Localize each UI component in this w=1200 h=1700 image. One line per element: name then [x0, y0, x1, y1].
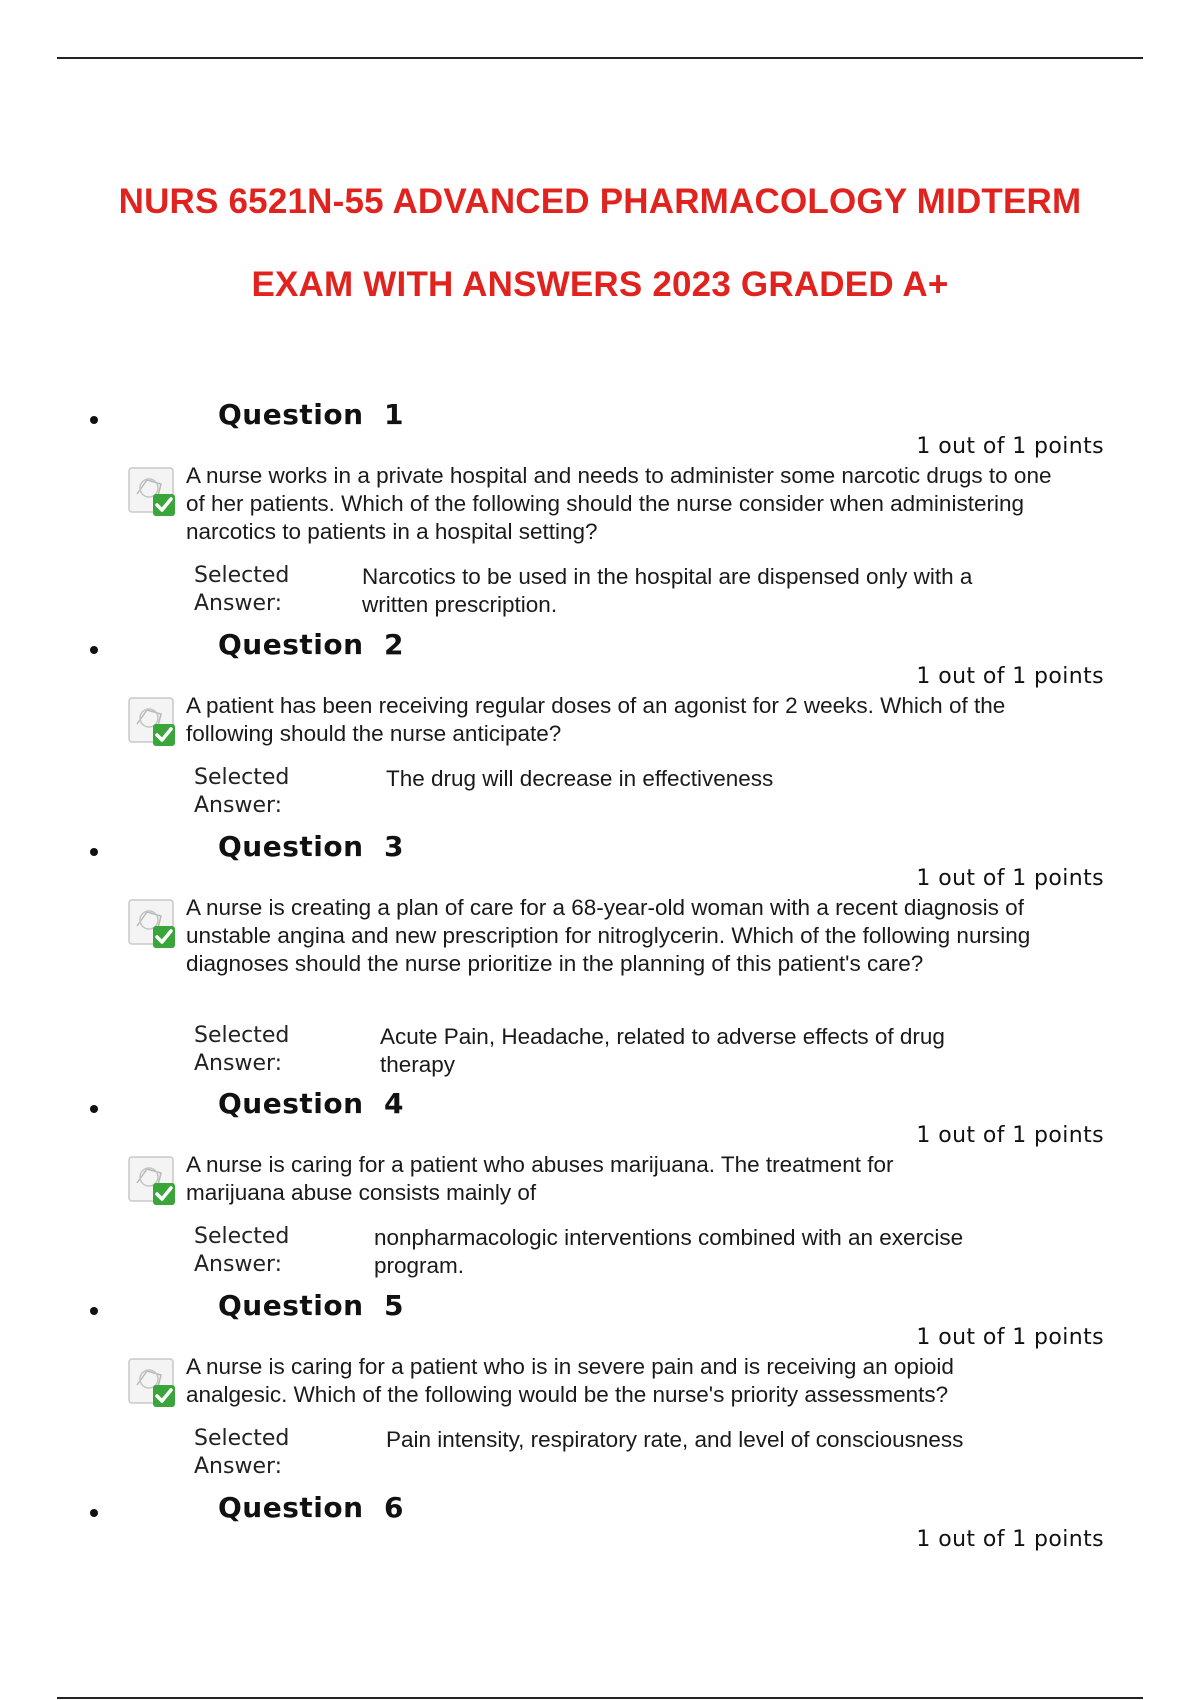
question-title: Question 2: [218, 628, 405, 661]
question-text: A patient has been receiving regular doses of an agonist for 2 weeks. Which of the following should the nurse anticipate?: [186, 693, 1006, 746]
question-title: Question 3: [218, 830, 405, 863]
question-points: 1 out of 1 points: [916, 1527, 1104, 1552]
document-title-line-2: EXAM WITH ANSWERS 2023 GRADED A+: [251, 265, 949, 304]
correct-check-icon: [127, 466, 179, 518]
question-points: 1 out of 1 points: [916, 434, 1104, 459]
question-text: A nurse is creating a plan of care for a 68-year-old woman with a recent diagnosis of unstable angina and new prescription for nitroglycerin. Which of the following nursing diagnoses should the nurse prioritize in the planning of this patient's care?: [186, 895, 1031, 976]
correct-check-icon: [127, 898, 179, 950]
question-title: Question 6: [218, 1491, 405, 1524]
correct-check-icon: [127, 1357, 179, 1409]
question-title: Question 4: [218, 1087, 405, 1120]
selected-answer: nonpharmacologic interventions combined with an exercise program.: [374, 1225, 964, 1278]
question-points: 1 out of 1 points: [916, 664, 1104, 689]
correct-check-icon: [127, 696, 179, 748]
question-points: 1 out of 1 points: [916, 866, 1104, 891]
bullet-icon: [90, 848, 98, 856]
bullet-icon: [90, 1509, 98, 1517]
correct-check-icon: [127, 1155, 179, 1207]
question-text: A nurse is caring for a patient who abuses marijuana. The treatment for marijuana abuse consists mainly of: [186, 1152, 894, 1205]
question-points: 1 out of 1 points: [916, 1123, 1104, 1148]
selected-answer-label: Selected Answer:: [194, 563, 290, 616]
document-title-line-1: NURS 6521N-55 ADVANCED PHARMACOLOGY MIDTERM: [118, 182, 1082, 221]
question-text: A nurse is caring for a patient who is in severe pain and is receiving an opioid analgesic. Which of the following would be the nurse's priority assessments?: [186, 1354, 954, 1407]
bullet-icon: [90, 1307, 98, 1315]
bullet-icon: [90, 1105, 98, 1113]
question-title: Question 1: [218, 398, 405, 431]
question-points: 1 out of 1 points: [916, 1325, 1104, 1350]
question-title: Question 5: [218, 1289, 405, 1322]
question-text: A nurse works in a private hospital and needs to administer some narcotic drugs to one of her patients. Which of the following should the nurse consider when administering narcotics to patients in a hospital setting?: [186, 463, 1052, 544]
selected-answer-label: Selected Answer:: [194, 1224, 290, 1277]
selected-answer: Pain intensity, respiratory rate, and level of consciousness: [386, 1427, 964, 1452]
selected-answer-label: Selected Answer:: [194, 1426, 290, 1479]
selected-answer: Narcotics to be used in the hospital are dispensed only with a written prescription.: [362, 564, 973, 617]
bullet-icon: [90, 416, 98, 424]
selected-answer: The drug will decrease in effectiveness: [386, 766, 774, 791]
selected-answer-label: Selected Answer:: [194, 1023, 290, 1076]
bottom-rule: [57, 1697, 1143, 1699]
bullet-icon: [90, 646, 98, 654]
selected-answer-label: Selected Answer:: [194, 765, 290, 818]
top-rule: [57, 57, 1143, 59]
selected-answer: Acute Pain, Headache, related to adverse effects of drug therapy: [380, 1024, 945, 1077]
